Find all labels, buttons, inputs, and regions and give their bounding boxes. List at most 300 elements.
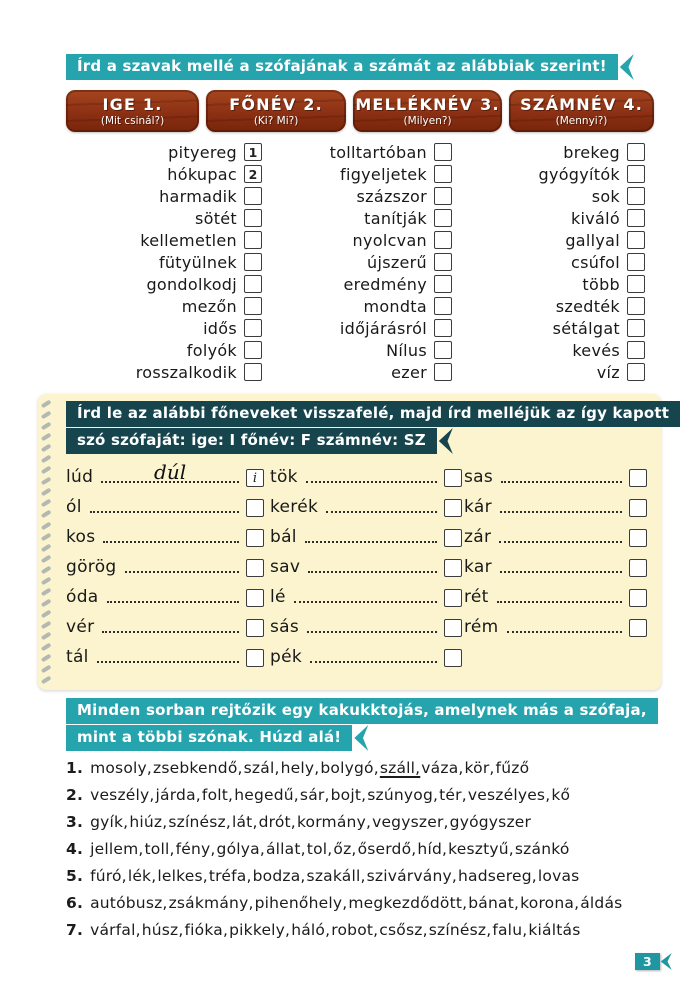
word-row <box>78 339 262 361</box>
coil-mark <box>41 521 51 529</box>
word-row <box>458 251 645 273</box>
coil-mark <box>41 499 51 507</box>
word-row <box>78 295 262 317</box>
word-label: kevés <box>572 340 620 360</box>
word-label: tanítják <box>364 208 427 228</box>
row-number: 1. <box>66 758 84 777</box>
answer-box[interactable] <box>627 165 645 183</box>
word-label: idős <box>203 318 237 338</box>
word-label: lé <box>270 587 286 607</box>
word-row <box>78 141 262 163</box>
handwritten-letter: i <box>252 470 258 486</box>
odd-one-out-row <box>66 889 672 916</box>
reverse-word-row <box>66 610 264 640</box>
word-label: csúfol <box>571 252 620 272</box>
word-row <box>268 273 452 295</box>
answer-box[interactable] <box>244 297 262 315</box>
coil-mark <box>41 466 51 474</box>
word-row <box>268 229 452 251</box>
answer-line[interactable] <box>102 615 239 633</box>
row-number: 6. <box>66 893 84 912</box>
word-label[interactable]: megkezdődött, <box>348 893 468 912</box>
word-label: sok <box>591 186 620 206</box>
word-label[interactable]: kesztyű, <box>448 839 514 858</box>
word-label[interactable]: veszély, <box>90 785 155 804</box>
answer-line[interactable] <box>500 555 622 573</box>
answer-line[interactable] <box>507 615 622 633</box>
answer-line[interactable] <box>499 525 622 543</box>
task1-banner <box>66 54 634 80</box>
word-label[interactable]: bojt, <box>330 785 367 804</box>
answer-box[interactable] <box>246 529 264 547</box>
answer-box[interactable] <box>444 499 462 517</box>
word-label: sás <box>270 617 300 637</box>
word-label[interactable]: szúnyog, <box>367 785 439 804</box>
reverse-word-row <box>66 550 264 580</box>
answer-box[interactable] <box>627 275 645 293</box>
word-label: gyógyítók <box>538 164 620 184</box>
word-label: hókupac <box>167 164 237 184</box>
word-label: ezer <box>391 362 427 382</box>
word-row <box>268 317 452 339</box>
word-label: vér <box>66 617 95 637</box>
word-row <box>458 229 645 251</box>
word-label[interactable]: hegedű, <box>234 785 299 804</box>
handwritten-answer: dúl <box>154 460 187 484</box>
answer-line[interactable] <box>107 585 239 603</box>
word-label[interactable]: mosoly, <box>90 758 153 777</box>
word-label[interactable]: áldás <box>580 893 623 912</box>
row-number: 4. <box>66 839 84 858</box>
plank-fonev <box>206 90 346 132</box>
answer-box[interactable] <box>444 589 462 607</box>
word-label[interactable]: váza, <box>421 758 464 777</box>
answer-box[interactable]: 1 <box>244 143 262 161</box>
word-label[interactable]: hadsereg, <box>457 866 537 885</box>
word-label: brekeg <box>563 142 620 162</box>
coil-mark <box>41 665 51 673</box>
reverse-word-row <box>464 460 647 490</box>
coil-mark <box>41 576 51 584</box>
word-label[interactable]: folt, <box>201 785 234 804</box>
word-row <box>268 163 452 185</box>
answer-line[interactable] <box>101 460 239 484</box>
word-label: szedték <box>555 296 620 316</box>
word-label[interactable]: szivárvány, <box>366 866 457 885</box>
word-label[interactable]: falu, <box>492 920 528 939</box>
answer-line[interactable] <box>306 465 437 483</box>
task2-banner-line1 <box>66 401 680 427</box>
word-label[interactable]: kiáltás <box>528 920 581 939</box>
answer-box[interactable] <box>244 363 262 381</box>
answer-box[interactable] <box>627 297 645 315</box>
word-label[interactable]: veszélyes, <box>467 785 551 804</box>
answer-box[interactable] <box>244 253 262 271</box>
odd-one-out-row <box>66 754 672 781</box>
word-label: kerék <box>270 497 319 517</box>
answer-box[interactable] <box>629 589 647 607</box>
word-label[interactable]: híd, <box>417 839 448 858</box>
answer-line[interactable] <box>326 495 437 513</box>
odd-one-out-row <box>66 862 672 889</box>
answer-box[interactable] <box>434 231 452 249</box>
answer-box[interactable] <box>627 319 645 337</box>
word-label[interactable]: lelkes, <box>157 866 208 885</box>
answer-box[interactable] <box>434 341 452 359</box>
word-label: sétálgat <box>552 318 620 338</box>
answer-box[interactable] <box>246 469 264 487</box>
answer-box[interactable] <box>627 231 645 249</box>
answer-box[interactable] <box>434 209 452 227</box>
coil-mark <box>41 587 51 595</box>
reverse-word-row <box>66 490 264 520</box>
answer-box[interactable] <box>444 469 462 487</box>
ribbon-tail-icon <box>620 54 634 80</box>
word-label: mondta <box>363 296 427 316</box>
coil-mark <box>41 554 51 562</box>
answer-line[interactable] <box>497 585 622 603</box>
row-number: 3. <box>66 812 84 831</box>
word-label[interactable]: színész, <box>428 920 492 939</box>
word-label[interactable]: gyík, <box>90 812 129 831</box>
word-label[interactable]: kör, <box>464 758 495 777</box>
word-label: tolltartóban <box>329 142 427 162</box>
task1-column-1 <box>78 141 262 383</box>
answer-box[interactable] <box>627 143 645 161</box>
word-row <box>268 141 452 163</box>
word-label[interactable]: állat, <box>265 839 306 858</box>
word-label[interactable]: pihenőhely, <box>254 893 348 912</box>
coil-mark <box>41 411 51 419</box>
word-label: óda <box>66 587 99 607</box>
answer-box[interactable] <box>246 499 264 517</box>
odd-one-out-row <box>66 835 672 862</box>
plank-ige <box>66 90 199 132</box>
word-row <box>458 141 645 163</box>
word-label: víz <box>596 362 620 382</box>
word-label[interactable]: szakáll, <box>306 866 366 885</box>
word-label: pék <box>270 647 302 667</box>
word-label[interactable]: toll, <box>144 839 175 858</box>
task1-column-3 <box>458 141 645 383</box>
word-row <box>78 317 262 339</box>
answer-box[interactable] <box>434 297 452 315</box>
word-label: sötét <box>194 208 237 228</box>
coil-mark <box>41 621 51 629</box>
word-label[interactable]: sár, <box>299 785 330 804</box>
coil-mark <box>41 654 51 662</box>
coil-mark <box>41 543 51 551</box>
word-label[interactable]: zsákmány, <box>168 893 254 912</box>
word-label[interactable]: gyógyszer <box>449 812 532 831</box>
word-label: lúd <box>66 467 94 487</box>
answer-box[interactable] <box>434 165 452 183</box>
coil-mark <box>41 643 51 651</box>
plank-title: MELLÉKNÉV 3. <box>355 95 500 114</box>
reverse-word-row <box>464 580 647 610</box>
word-label: bál <box>270 527 297 547</box>
answer-box[interactable] <box>246 589 264 607</box>
plank-melleknev <box>353 90 502 132</box>
word-label: folyók <box>186 340 237 360</box>
word-row <box>458 185 645 207</box>
word-label: ól <box>66 497 82 517</box>
answer-line[interactable] <box>97 645 239 663</box>
plank-subtitle: (Milyen?) <box>403 115 452 127</box>
reverse-word-row <box>270 520 462 550</box>
answer-box[interactable] <box>629 499 647 517</box>
word-row <box>78 273 262 295</box>
answer-line[interactable] <box>294 585 437 603</box>
reverse-word-row <box>464 490 647 520</box>
spiral-binding <box>41 402 55 682</box>
answer-line[interactable] <box>305 525 437 543</box>
word-label[interactable]: háló, <box>291 920 331 939</box>
page-number: 3 <box>635 953 660 970</box>
word-label[interactable]: drót, <box>258 812 296 831</box>
word-label[interactable]: bolygó, <box>320 758 379 777</box>
answer-box[interactable] <box>627 187 645 205</box>
coil-mark <box>41 532 51 540</box>
answer-box[interactable] <box>627 253 645 271</box>
word-label[interactable]: őz, <box>333 839 357 858</box>
answer-box[interactable] <box>629 469 647 487</box>
answer-box[interactable]: 2 <box>244 165 262 183</box>
task2-column-3 <box>464 460 647 640</box>
word-row <box>458 163 645 185</box>
word-row <box>78 361 262 383</box>
word-label: tál <box>66 647 89 667</box>
word-label[interactable]: vegyszer, <box>372 812 449 831</box>
reverse-word-row <box>464 520 647 550</box>
answer-box[interactable] <box>444 529 462 547</box>
reverse-word-row <box>66 640 264 670</box>
answer-box[interactable] <box>627 363 645 381</box>
word-label: újszerű <box>367 252 427 272</box>
word-label[interactable]: fény, <box>175 839 216 858</box>
ribbon-tail-icon <box>439 428 453 454</box>
task2-column-1 <box>66 460 264 670</box>
word-label: kar <box>464 557 492 577</box>
word-label[interactable]: hely, <box>280 758 320 777</box>
ribbon-tail-icon <box>354 725 368 751</box>
answer-box[interactable] <box>244 209 262 227</box>
word-label: rét <box>464 587 489 607</box>
answer-line[interactable] <box>307 615 437 633</box>
word-row <box>268 339 452 361</box>
word-label[interactable]: lovas <box>537 866 580 885</box>
word-label: Nílus <box>386 340 427 360</box>
answer-line[interactable] <box>500 495 622 513</box>
word-label: tök <box>270 467 298 487</box>
coil-mark <box>41 565 51 573</box>
answer-box[interactable] <box>246 619 264 637</box>
word-label[interactable]: szál, <box>243 758 280 777</box>
word-label[interactable]: fúró, <box>90 866 127 885</box>
word-label[interactable]: tol, <box>306 839 333 858</box>
answer-box[interactable] <box>244 187 262 205</box>
word-label[interactable]: őserdő, <box>357 839 417 858</box>
coil-mark <box>41 676 51 684</box>
plank-szamnev <box>509 90 654 132</box>
task1-banner-text: Írd a szavak mellé a szófajának a számát az alábbiak szerint! <box>66 54 618 80</box>
coil-mark <box>41 433 51 441</box>
answer-line[interactable] <box>310 645 437 663</box>
word-label[interactable]: húsz, <box>141 920 184 939</box>
plank-subtitle: (Ki? Mi?) <box>253 115 299 127</box>
word-label: százszor <box>356 186 427 206</box>
coil-mark <box>41 488 51 496</box>
word-label[interactable]: tréfa, <box>208 866 252 885</box>
coil-mark <box>41 510 51 518</box>
word-label[interactable]: csősz, <box>379 920 428 939</box>
reverse-word-row <box>66 460 264 490</box>
answer-box[interactable] <box>627 209 645 227</box>
row-number: 5. <box>66 866 84 885</box>
answer-box[interactable] <box>244 319 262 337</box>
reverse-word-row <box>270 580 462 610</box>
answer-box[interactable] <box>434 275 452 293</box>
word-row <box>268 295 452 317</box>
word-row <box>458 273 645 295</box>
word-row <box>78 229 262 251</box>
reverse-word-row <box>66 520 264 550</box>
word-label: nyolcvan <box>352 230 427 250</box>
odd-one-out-row <box>66 781 672 808</box>
coil-mark <box>41 444 51 452</box>
reverse-word-row <box>270 550 462 580</box>
page-number-flag <box>635 953 672 970</box>
answer-box[interactable] <box>627 341 645 359</box>
reverse-word-row <box>270 490 462 520</box>
answer-box[interactable] <box>629 529 647 547</box>
ribbon-tail-icon <box>661 953 672 970</box>
word-label[interactable]: lék, <box>127 866 157 885</box>
answer-box[interactable] <box>246 649 264 667</box>
answer-box[interactable] <box>434 319 452 337</box>
word-label: fütyülnek <box>158 252 237 272</box>
word-label: sas <box>464 467 494 487</box>
task3-banner-line1 <box>66 698 658 724</box>
word-label[interactable]: kormány, <box>296 812 372 831</box>
coil-mark <box>41 400 51 408</box>
underlined-word[interactable]: száll, <box>379 758 421 777</box>
word-row <box>268 207 452 229</box>
word-row <box>458 295 645 317</box>
task2-banner-text2: szó szófaját: ige: I főnév: F számnév: SZ <box>66 428 437 454</box>
word-label[interactable]: autóbusz, <box>90 893 168 912</box>
reverse-word-row <box>464 610 647 640</box>
answer-line[interactable] <box>308 555 437 573</box>
answer-box[interactable] <box>434 253 452 271</box>
coil-mark <box>41 632 51 640</box>
word-label[interactable]: fűző <box>495 758 530 777</box>
coil-mark <box>41 598 51 606</box>
word-row <box>458 361 645 383</box>
answer-box[interactable] <box>629 559 647 577</box>
word-label[interactable]: pikkely, <box>229 920 291 939</box>
word-label[interactable]: bánat, <box>468 893 520 912</box>
reverse-word-row <box>270 460 462 490</box>
answer-line[interactable] <box>501 465 622 483</box>
answer-box[interactable] <box>444 559 462 577</box>
answer-line[interactable] <box>103 525 239 543</box>
word-row <box>78 251 262 273</box>
word-label: több <box>582 274 620 294</box>
word-row <box>268 251 452 273</box>
word-label: sav <box>270 557 301 577</box>
word-label[interactable]: szánkó <box>514 839 570 858</box>
word-row <box>458 317 645 339</box>
word-label[interactable]: színész, <box>168 812 231 831</box>
task3-row-list <box>66 754 672 943</box>
word-label: rosszalkodik <box>135 362 237 382</box>
word-label[interactable]: jellem, <box>90 839 144 858</box>
word-label[interactable]: várfal, <box>90 920 141 939</box>
plank-subtitle: (Mit csinál?) <box>100 115 165 127</box>
reverse-word-row <box>270 640 462 670</box>
word-label[interactable]: tér, <box>439 785 467 804</box>
row-number: 2. <box>66 785 84 804</box>
odd-one-out-row <box>66 916 672 943</box>
word-label: kár <box>464 497 492 517</box>
task1-column-2 <box>268 141 452 383</box>
word-label[interactable]: járda, <box>155 785 201 804</box>
word-label[interactable]: bodza, <box>252 866 306 885</box>
plank-title: SZÁMNÉV 4. <box>520 95 643 114</box>
word-label[interactable]: korona, <box>520 893 580 912</box>
word-label[interactable]: lát, <box>231 812 258 831</box>
word-label: görög <box>66 557 117 577</box>
word-row <box>268 185 452 207</box>
word-label[interactable]: hiúz, <box>129 812 168 831</box>
answer-box[interactable] <box>629 619 647 637</box>
word-label: időjárásról <box>339 318 427 338</box>
task2-banner-text1: Írd le az alábbi főneveket visszafelé, majd írd melléjük az így kapott <box>66 401 680 427</box>
row-number: 7. <box>66 920 84 939</box>
word-label[interactable]: fióka, <box>184 920 229 939</box>
answer-box[interactable] <box>246 559 264 577</box>
task2-column-2 <box>270 460 462 670</box>
answer-line[interactable] <box>90 495 239 513</box>
answer-box[interactable] <box>244 231 262 249</box>
word-label: kiváló <box>570 208 620 228</box>
word-label[interactable]: gólya, <box>216 839 265 858</box>
answer-box[interactable] <box>434 143 452 161</box>
word-row <box>458 207 645 229</box>
task3-banner-text1: Minden sorban rejtőzik egy kakukktojás, amelynek más a szófaja, <box>66 698 658 724</box>
answer-box[interactable] <box>444 619 462 637</box>
answer-box[interactable] <box>434 187 452 205</box>
word-label: mezőn <box>181 296 237 316</box>
plank-title: FŐNÉV 2. <box>229 95 323 114</box>
word-label: kellemetlen <box>140 230 237 250</box>
answer-box[interactable] <box>244 275 262 293</box>
word-row <box>78 185 262 207</box>
answer-box[interactable] <box>434 363 452 381</box>
word-label: kos <box>66 527 96 547</box>
answer-box[interactable] <box>244 341 262 359</box>
answer-box[interactable] <box>444 649 462 667</box>
word-label[interactable]: robot, <box>331 920 379 939</box>
plank-title: IGE 1. <box>102 95 163 114</box>
word-label: gondolkodj <box>146 274 237 294</box>
word-label: gallyal <box>565 230 620 250</box>
word-label[interactable]: zsebkendő, <box>153 758 243 777</box>
reverse-word-row <box>464 550 647 580</box>
word-label[interactable]: kő <box>551 785 571 804</box>
answer-line[interactable] <box>125 555 240 573</box>
